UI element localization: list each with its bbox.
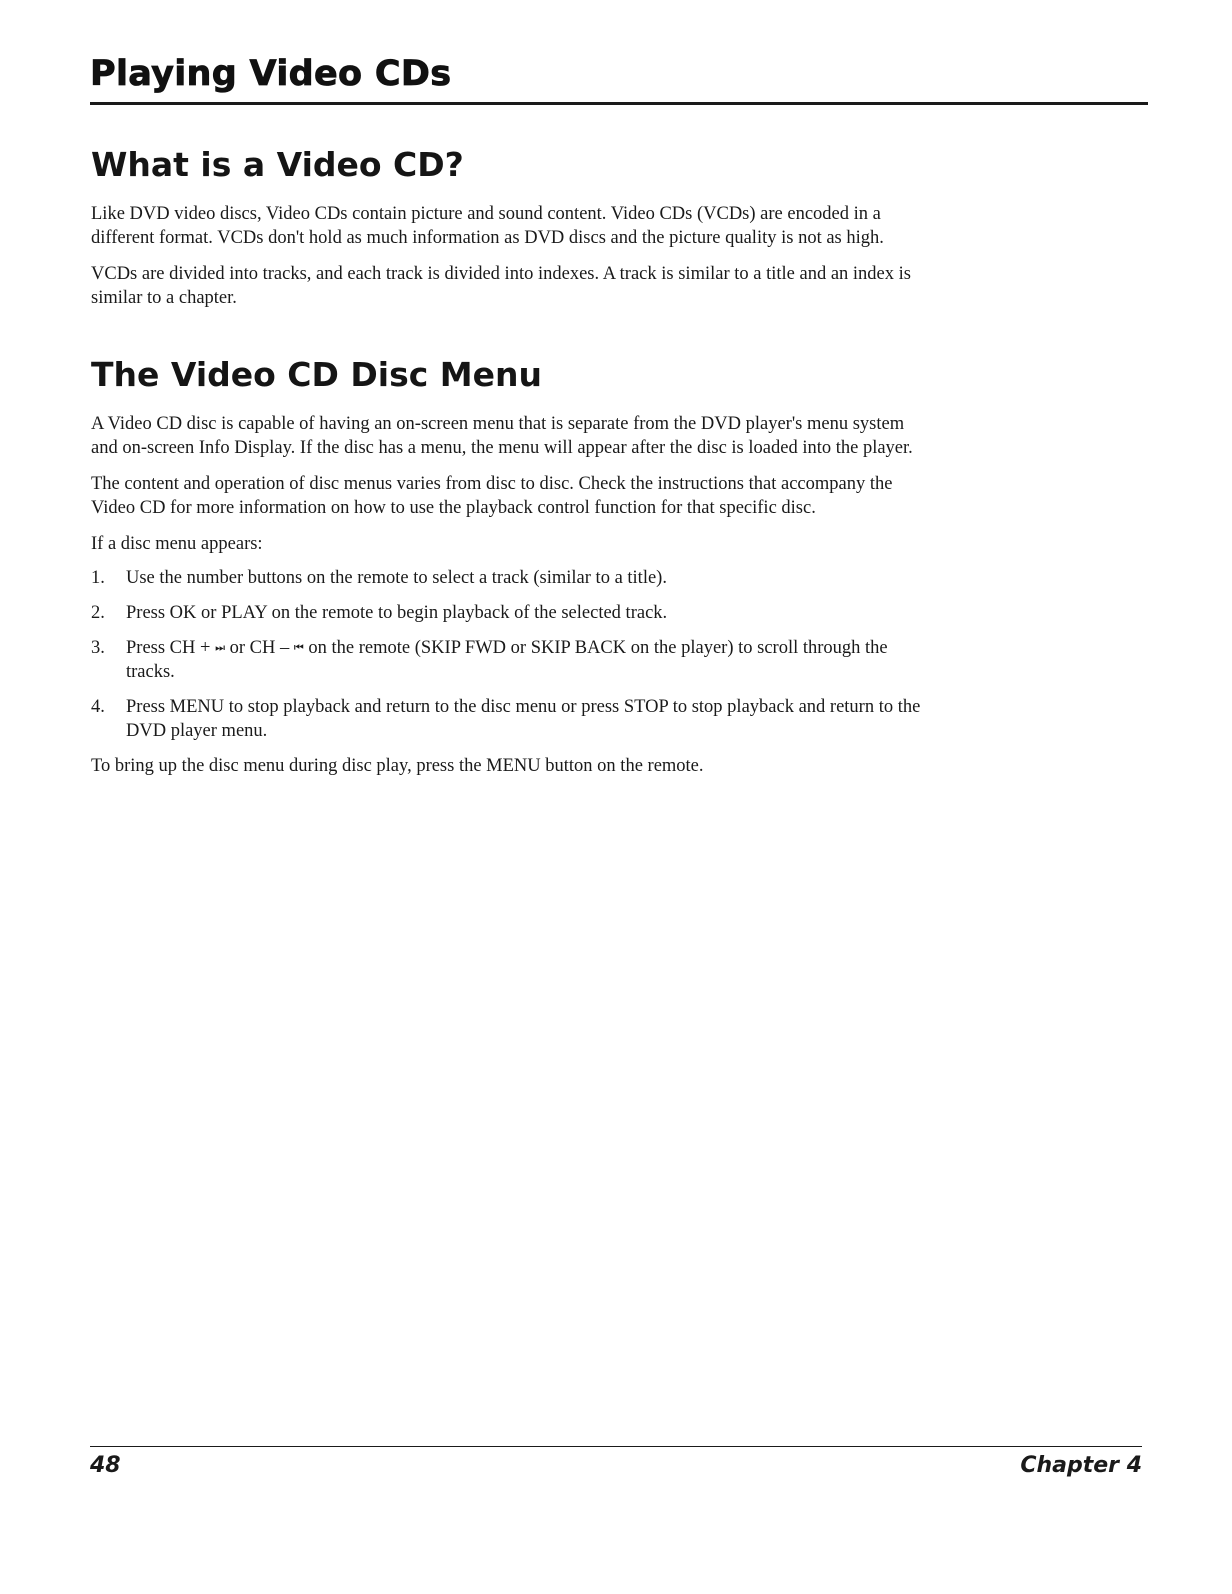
paragraph: The content and operation of disc menus varies from disc to disc. Check the instructions that accompany the Video CD for more information on how to use the playback control function for that specific disc. <box>91 474 893 518</box>
step-text-part: or CH – <box>224 638 290 658</box>
step-text <box>126 636 931 684</box>
paragraph: Like DVD video discs, Video CDs contain picture and sound content. Video CDs (VCDs) are encoded in a different format. VCDs don't hold as much information as DVD discs and the picture quality is not as high. <box>91 204 884 248</box>
section-what-is-vcd <box>91 142 931 310</box>
section-heading: What is a Video CD? <box>91 145 464 184</box>
steps-list <box>91 566 931 743</box>
section-heading: The Video CD Disc Menu <box>91 355 543 394</box>
list-item <box>91 601 931 625</box>
paragraph: VCDs are divided into tracks, and each track is divided into indexes. A track is similar to a title and an index is similar to a chapter. <box>91 264 911 308</box>
page-number: 48 <box>90 1453 121 1478</box>
skip-forward-icon: ⏭ <box>215 641 225 654</box>
step-number: 3. <box>91 638 105 658</box>
page-footer <box>90 1446 1142 1481</box>
paragraph: If a disc menu appears: <box>91 534 263 554</box>
step-text: Press MENU to stop playback and return to the disc menu or press STOP to stop playback and return to the DVD player menu. <box>126 697 921 741</box>
list-item <box>91 636 931 684</box>
page-title: Playing Video CDs <box>90 54 452 94</box>
step-text: Use the number buttons on the remote to select a track (similar to a title). <box>126 568 667 588</box>
step-number: 4. <box>91 697 105 717</box>
list-item <box>91 695 931 743</box>
paragraph: A Video CD disc is capable of having an on-screen menu that is separate from the DVD player's menu system and on-screen Info Display. If the disc has a menu, the menu will appear after the disc is loaded into the player. <box>91 414 913 458</box>
list-item <box>91 566 931 590</box>
step-text-part: on the remote (SKIP FWD or SKIP BACK on the player) to scroll through the tracks. <box>126 638 888 682</box>
step-text: Press OK or PLAY on the remote to begin playback of the selected track. <box>126 603 668 623</box>
chapter-label: Chapter 4 <box>1020 1453 1142 1478</box>
step-text-part: Press CH + <box>126 638 211 658</box>
skip-back-icon: ⏮ <box>293 641 304 654</box>
main-content <box>91 140 931 778</box>
section-disc-menu <box>91 352 931 778</box>
step-number: 2. <box>91 603 105 623</box>
page-header <box>90 50 1148 105</box>
closing-paragraph: To bring up the disc menu during disc play, press the MENU button on the remote. <box>91 756 704 776</box>
step-number: 1. <box>91 568 105 588</box>
